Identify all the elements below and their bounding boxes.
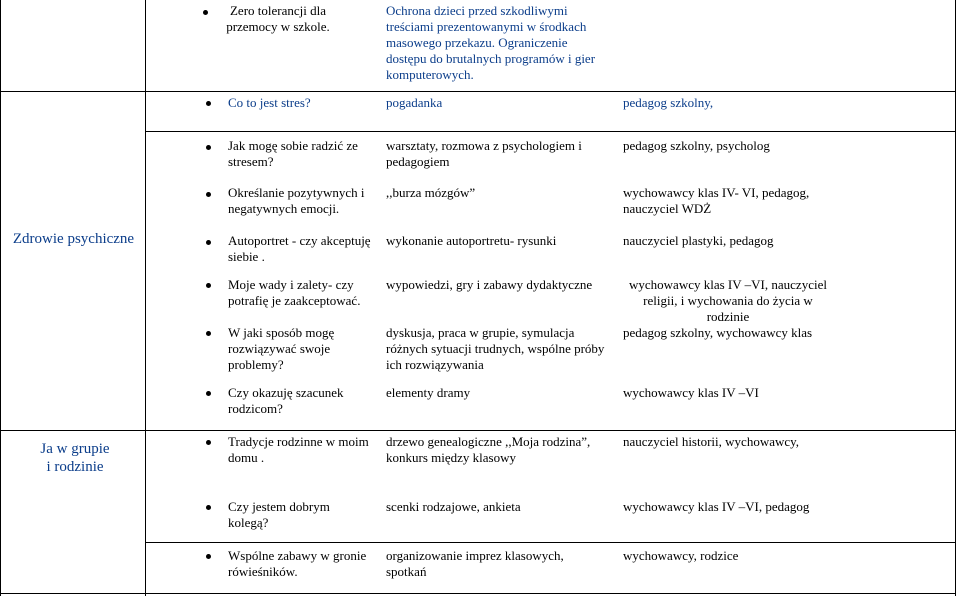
topic-cell: Co to jest stres? bbox=[228, 95, 311, 110]
responsible-cell: nauczyciel historii, wychowawcy, bbox=[623, 434, 800, 449]
bullet-icon bbox=[206, 192, 211, 197]
table-border bbox=[145, 0, 146, 596]
section-title-group-family bbox=[20, 440, 130, 476]
topic-cell: Zero tolerancji dla przemocy w szkole. bbox=[226, 3, 330, 34]
responsible-cell: pedagog szkolny, wychowawcy klas bbox=[623, 325, 813, 340]
bullet-icon bbox=[206, 145, 211, 150]
topic-cell: Jak mogę sobie radzić ze stresem? bbox=[228, 138, 358, 169]
form-cell: ,,burza mózgów” bbox=[386, 185, 476, 200]
responsible-cell: nauczyciel plastyki, pedagog bbox=[623, 233, 774, 248]
topic-cell: Tradycje rodzinne w moim domu . bbox=[228, 434, 369, 465]
form-cell: Ochrona dzieci przed szkodliwymi treściami prezentowanymi w środkach masowego przekazu. Ograniczenie dostępu do brutalnych programów i gier komputerowych. bbox=[386, 3, 596, 82]
table-border bbox=[145, 131, 956, 132]
section-title-mental-health: Zdrowie psychiczne bbox=[12, 231, 135, 247]
form-cell: elementy dramy bbox=[386, 385, 471, 400]
topic-cell: W jaki sposób mogę rozwiązywać swoje problemy? bbox=[228, 325, 335, 372]
section-title-line: i rodzinie bbox=[46, 459, 104, 475]
responsible-cell: wychowawcy klas IV- VI, pedagog, nauczyciel WDŻ bbox=[623, 185, 810, 216]
responsible-cell: wychowawcy klas IV –VI, pedagog bbox=[623, 499, 810, 514]
form-cell: wykonanie autoportretu- rysunki bbox=[386, 233, 557, 248]
form-cell: warsztaty, rozmowa z psychologiem i pedagogiem bbox=[386, 138, 582, 169]
bullet-icon bbox=[206, 240, 211, 245]
table-border bbox=[145, 542, 956, 543]
form-cell: wypowiedzi, gry i zabawy dydaktyczne bbox=[386, 277, 593, 292]
responsible-cell: wychowawcy klas IV –VI, nauczyciel religii, i wychowania do życia w rodzinie bbox=[629, 277, 827, 324]
form-cell: organizowanie imprez klasowych, spotkań bbox=[386, 548, 564, 579]
topic-cell: Czy okazuję szacunek rodzicom? bbox=[228, 385, 344, 416]
topic-cell: Czy jestem dobrym kolegą? bbox=[228, 499, 330, 530]
bullet-icon bbox=[206, 440, 211, 445]
section-title-line: Ja w grupie bbox=[40, 441, 110, 457]
responsible-cell: wychowawcy klas IV –VI bbox=[623, 385, 759, 400]
bullet-icon bbox=[206, 391, 211, 396]
table-border bbox=[0, 430, 956, 431]
bullet-icon bbox=[206, 283, 211, 288]
topic-cell: Wspólne zabawy w gronie rówieśników. bbox=[228, 548, 367, 579]
bullet-icon bbox=[206, 554, 211, 559]
form-cell: dyskusja, praca w grupie, symulacja różnych sytuacji trudnych, wspólne próby ich rozwiązywania bbox=[386, 325, 605, 372]
bullet-icon bbox=[206, 101, 211, 106]
responsible-cell: wychowawcy, rodzice bbox=[623, 548, 739, 563]
bullet-icon bbox=[206, 331, 211, 336]
responsible-cell: pedagog szkolny, psycholog bbox=[623, 138, 770, 153]
topic-cell: Określanie pozytywnych i negatywnych emocji. bbox=[228, 185, 365, 216]
table-border bbox=[0, 593, 956, 594]
topic-cell: Moje wady i zalety- czy potrafię je zaakceptować. bbox=[228, 277, 361, 308]
responsible-cell: pedagog szkolny, bbox=[623, 95, 714, 110]
form-cell: drzewo genealogiczne ,,Moja rodzina”, konkurs między klasowy bbox=[386, 434, 591, 465]
table-border bbox=[0, 0, 1, 596]
table-border bbox=[0, 91, 956, 92]
form-cell: pogadanka bbox=[386, 95, 443, 110]
bullet-icon bbox=[206, 505, 211, 510]
table-border bbox=[955, 0, 956, 596]
bullet-icon bbox=[203, 10, 208, 15]
form-cell: scenki rodzajowe, ankieta bbox=[386, 499, 521, 514]
topic-cell: Autoportret - czy akceptuję siebie . bbox=[228, 233, 371, 264]
